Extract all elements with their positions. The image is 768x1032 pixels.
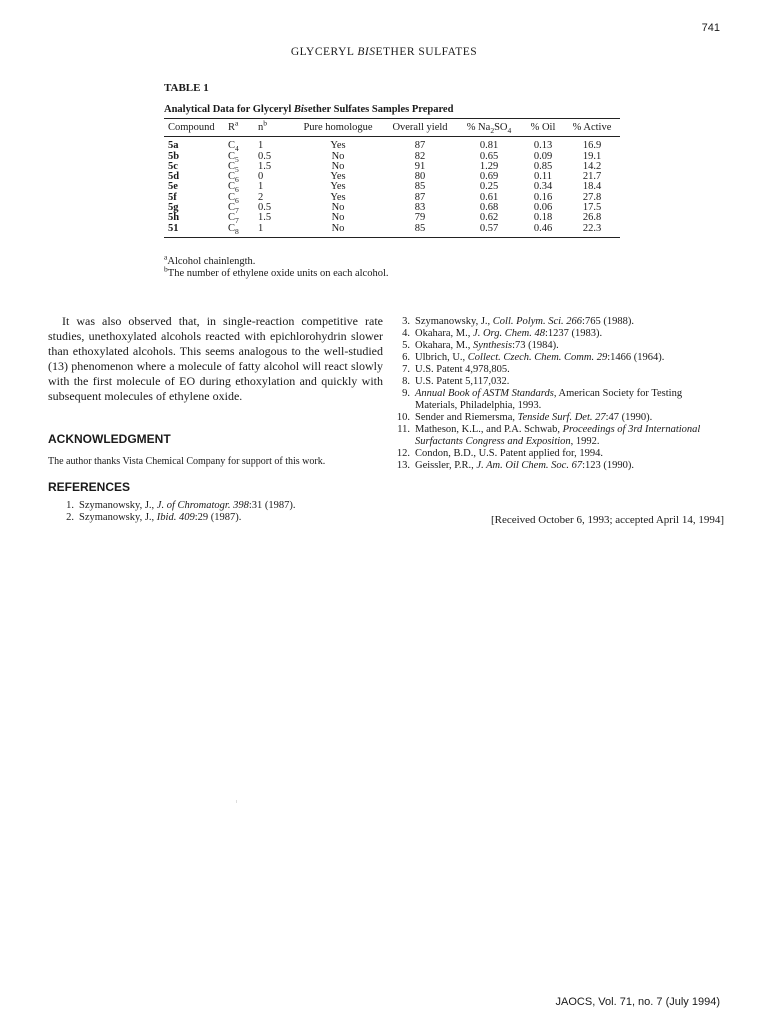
cell-r xyxy=(224,224,254,238)
cell-r-subscript: 8 xyxy=(235,226,239,236)
cell-r-subscript: 6 xyxy=(235,185,239,195)
cell-r-subscript: 4 xyxy=(235,144,239,154)
reference-text-part: Szymanowsky, J., xyxy=(79,512,157,523)
cell-r-base: C xyxy=(228,191,236,203)
reference-text-part: :123 (1990). xyxy=(582,460,635,471)
cell-na2so4: 0.57 xyxy=(456,224,522,238)
reference-text xyxy=(415,448,724,460)
reference-number: 3. xyxy=(402,316,410,327)
reference-number: 5. xyxy=(402,340,410,351)
cell-n: 1 xyxy=(258,181,264,193)
cell-r-subscript: 7 xyxy=(235,216,239,226)
header-na2so4-mid: SO xyxy=(494,122,508,133)
cell-r xyxy=(224,137,254,152)
cell-r-subscript: 5 xyxy=(235,154,239,164)
reference-text xyxy=(415,316,724,328)
footnote-b-text: The number of ethylene oxide units on each alcohol. xyxy=(167,268,389,279)
cell-compound: 51 xyxy=(164,224,224,238)
cell-compound: 5a xyxy=(168,140,179,152)
reference-text-part: U.S. Patent 5,117,032. xyxy=(415,376,510,387)
cell-pure-homologue: No xyxy=(331,202,345,214)
reference-item xyxy=(388,424,724,448)
reference-text-part: :31 (1987). xyxy=(248,500,296,511)
reference-number: 4. xyxy=(402,328,410,339)
cell-active: 22.3 xyxy=(564,224,620,238)
cell-n: 0 xyxy=(258,171,264,183)
reference-citation-italic: Collect. Czech. Chem. Comm. 29 xyxy=(467,352,608,363)
cell-pure-homologue: Yes xyxy=(330,191,346,203)
reference-number: 2. xyxy=(66,512,74,523)
reference-text xyxy=(415,352,724,364)
cell-overall-yield: 79 xyxy=(414,212,426,224)
cell-n: 0.5 xyxy=(258,202,272,214)
reference-text-part: , American Society for Testing Materials, Philadelphia, 1993. xyxy=(415,388,683,411)
table-footnotes xyxy=(164,252,389,280)
cell-active: 18.4 xyxy=(582,181,602,193)
scan-artifact xyxy=(236,800,237,803)
reference-text-part: Matheson, K.L., and P.A. Schwab, xyxy=(415,424,563,435)
cell-overall-yield: 82 xyxy=(414,150,426,162)
header-oil: % Oil xyxy=(522,119,564,137)
cell-n: 1.5 xyxy=(258,160,272,172)
reference-item xyxy=(388,352,724,364)
reference-list-right xyxy=(388,316,724,472)
cell-r-base: C xyxy=(228,150,236,162)
reference-citation-italic: Annual Book of ASTM Standards xyxy=(415,388,554,399)
reference-citation-italic: J. of Chromatogr. 398 xyxy=(156,500,249,511)
cell-active: 27.8 xyxy=(582,191,602,203)
header-compound: Compound xyxy=(164,119,224,137)
cell-n: 1 xyxy=(254,224,292,238)
reference-number: 7. xyxy=(402,364,410,375)
page-number: 741 xyxy=(701,22,720,34)
reference-number: 1. xyxy=(66,500,74,511)
cell-r-base: C xyxy=(228,202,236,214)
reference-text-part: Sender and Riemersma, xyxy=(415,412,518,423)
acknowledgment-heading: ACKNOWLEDGMENT xyxy=(48,432,171,446)
cell-pure-homologue: No xyxy=(331,212,345,224)
header-overall-yield: Overall yield xyxy=(384,119,456,137)
reference-item xyxy=(52,500,382,512)
header-na2so4 xyxy=(456,119,522,137)
reference-item xyxy=(52,512,382,524)
reference-text-part: :1237 (1983). xyxy=(544,328,603,339)
cell-overall-yield: 85 xyxy=(384,224,456,238)
analytical-data-table xyxy=(164,118,620,238)
cell-oil: 0.34 xyxy=(533,181,553,193)
cell-r-subscript: 7 xyxy=(235,206,239,216)
cell-active: 21.7 xyxy=(582,171,602,183)
table-caption: Analytical Data for Glyceryl Bisether Sulfates Samples Prepared xyxy=(164,104,454,115)
reference-text xyxy=(415,424,724,448)
reference-number: 6. xyxy=(402,352,410,363)
reference-text-part: Okahara, M., xyxy=(415,340,474,351)
cell-na2so4: 0.65 xyxy=(479,150,499,162)
cell-r-subscript: 6 xyxy=(235,175,239,185)
reference-text xyxy=(415,412,724,424)
reference-text-part: , 1992. xyxy=(570,436,600,447)
cell-na2so4: 0.25 xyxy=(479,181,499,193)
cell-na2so4: 0.62 xyxy=(479,212,499,224)
reference-number: 10. xyxy=(396,412,410,423)
reference-text xyxy=(79,500,382,512)
header-na2so4-sub1: 2 xyxy=(490,126,495,136)
cell-pure-homologue: Yes xyxy=(330,140,346,152)
cell-na2so4: 0.68 xyxy=(479,202,499,214)
cell-oil: 0.46 xyxy=(522,224,564,238)
cell-r-subscript: 6 xyxy=(235,195,239,205)
reference-citation-italic: Proceedings of 3rd International Surfactants Congress and Exposition xyxy=(415,424,701,447)
header-r-text: R xyxy=(228,122,236,133)
table-label: TABLE 1 xyxy=(164,82,209,94)
reference-citation-italic: J. Org. Chem. 48 xyxy=(473,328,545,339)
header-n-text: n xyxy=(258,122,264,133)
cell-overall-yield: 80 xyxy=(414,171,426,183)
cell-compound: 5h xyxy=(168,212,180,224)
cell-oil: 0.09 xyxy=(533,150,553,162)
cell-active: 19.1 xyxy=(582,150,602,162)
cell-compound: 5c xyxy=(168,160,178,172)
cell-r-base: C xyxy=(228,140,236,152)
reference-text-part: :47 (1990). xyxy=(605,412,653,423)
reference-citation-italic: Ibid. 409 xyxy=(156,512,195,523)
cell-overall-yield: 87 xyxy=(414,191,426,203)
reference-text-part: Szymanowsky, J., xyxy=(415,316,493,327)
cell-active: 17.5 xyxy=(582,202,602,214)
cell-r-base: C xyxy=(228,160,236,172)
table-row xyxy=(164,224,620,238)
reference-text xyxy=(415,340,724,352)
cell-oil: 0.13 xyxy=(533,140,553,152)
cell-compound: 5g xyxy=(168,202,179,214)
header-r-footnote-mark: a xyxy=(235,118,239,128)
reference-text-part: :1466 (1964). xyxy=(607,352,665,363)
reference-item xyxy=(388,412,724,424)
cell-na2so4: 1.29 xyxy=(479,160,499,172)
reference-text xyxy=(415,388,724,412)
cell-r-base: C xyxy=(228,181,236,193)
reference-citation-italic: Synthesis xyxy=(473,340,513,351)
reference-text-part: Ulbrich, U., xyxy=(415,352,468,363)
header-n xyxy=(254,119,292,137)
body-paragraph-text: It was also observed that, in single-reaction competitive rate studies, unethoxylated alcohols reacted with epichlorohydrin slower than ethoxylated alcohols. This seems analogous to the well-studied (13) phenomenon where a molecule of fatty alcohol will react slowly with the first molecule of EO during ethoxylation and quickly with subsequent molecules of ethylene oxide. xyxy=(48,314,383,403)
running-head: GLYCERYL BISETHER SULFATES xyxy=(290,46,478,58)
reference-text-part: Geissler, P.R., xyxy=(415,460,477,471)
cell-compound: 5f xyxy=(168,191,177,203)
cell-pure-homologue: No xyxy=(292,224,384,238)
cell-r-base: C xyxy=(228,212,236,224)
reference-text-part: U.S. Patent 4,978,805. xyxy=(415,364,510,375)
header-na2so4-sub2: 4 xyxy=(507,126,512,136)
cell-oil: 0.06 xyxy=(533,202,553,214)
cell-oil: 0.16 xyxy=(533,191,553,203)
header-n-footnote-mark: b xyxy=(263,118,268,128)
references-heading: REFERENCES xyxy=(48,480,131,494)
cell-r-subscript: 5 xyxy=(235,164,239,174)
cell-r-base: C xyxy=(228,222,236,234)
cell-pure-homologue: Yes xyxy=(330,171,346,183)
header-active: % Active xyxy=(564,119,620,137)
header-r xyxy=(224,119,254,137)
reference-text xyxy=(415,376,724,388)
reference-text-part: Szymanowsky, J., xyxy=(79,500,157,511)
header-pure-homologue: Pure homologue xyxy=(292,119,384,137)
footnote-a-text: Alcohol chainlength. xyxy=(167,256,256,267)
cell-oil: 0.11 xyxy=(534,171,552,183)
reference-text-part: Okahara, M., xyxy=(415,328,474,339)
cell-r-base: C xyxy=(228,171,236,183)
cell-pure-homologue: No xyxy=(331,160,345,172)
table-header-row xyxy=(164,119,620,137)
reference-citation-italic: Coll. Polym. Sci. 266 xyxy=(492,316,583,327)
acknowledgment-text: The author thanks Vista Chemical Company for support of this work. xyxy=(48,456,326,467)
cell-active: 14.2 xyxy=(582,160,602,172)
footnote-a xyxy=(164,252,389,268)
reference-text xyxy=(415,328,724,340)
journal-footer: JAOCS, Vol. 71, no. 7 (July 1994) xyxy=(555,996,720,1008)
cell-overall-yield: 87 xyxy=(414,140,426,152)
reference-number: 8. xyxy=(402,376,410,387)
cell-pure-homologue: No xyxy=(331,150,345,162)
cell-active: 26.8 xyxy=(582,212,602,224)
footnote-b xyxy=(164,264,389,280)
cell-active: 16.9 xyxy=(582,140,602,152)
reference-text-part: :765 (1988). xyxy=(582,316,634,327)
reference-item xyxy=(388,460,724,472)
cell-overall-yield: 85 xyxy=(414,181,426,193)
cell-na2so4: 0.69 xyxy=(479,171,499,183)
cell-overall-yield: 83 xyxy=(414,202,426,214)
cell-compound: 5e xyxy=(168,181,178,193)
cell-n: 0.5 xyxy=(258,150,272,162)
received-accepted-dates: [Received October 6, 1993; accepted April 14, 1994] xyxy=(490,514,724,526)
reference-text-part: :73 (1984). xyxy=(512,340,559,351)
reference-text xyxy=(79,512,382,524)
reference-item xyxy=(388,388,724,412)
cell-oil: 0.85 xyxy=(533,160,553,172)
footnote-a-mark: a xyxy=(164,252,168,262)
reference-item xyxy=(388,340,724,352)
reference-number: 13. xyxy=(396,460,410,471)
reference-number: 11. xyxy=(397,424,410,435)
cell-n: 1 xyxy=(258,140,264,152)
reference-text-part: :29 (1987). xyxy=(194,512,242,523)
cell-oil: 0.18 xyxy=(533,212,553,224)
reference-list-left xyxy=(52,500,382,524)
reference-item xyxy=(388,328,724,340)
reference-citation-italic: Tenside Surf. Det. 27 xyxy=(517,412,606,423)
reference-text-part: Condon, B.D., U.S. Patent applied for, 1994. xyxy=(415,448,603,459)
reference-item xyxy=(388,364,724,376)
reference-item xyxy=(388,316,724,328)
reference-item xyxy=(388,376,724,388)
reference-text xyxy=(415,364,724,376)
header-na2so4-prefix: % Na xyxy=(466,122,491,133)
cell-n: 1.5 xyxy=(258,212,272,224)
body-paragraph xyxy=(48,314,383,404)
cell-compound: 5d xyxy=(168,171,180,183)
cell-compound: 5b xyxy=(168,150,180,162)
cell-na2so4: 0.81 xyxy=(479,140,499,152)
table-row xyxy=(164,137,620,152)
reference-item xyxy=(388,448,724,460)
footnote-b-mark: b xyxy=(164,264,168,274)
cell-na2so4: 0.61 xyxy=(479,191,499,203)
cell-pure-homologue: Yes xyxy=(330,181,346,193)
cell-overall-yield: 91 xyxy=(414,160,426,172)
reference-number: 9. xyxy=(402,388,410,399)
reference-number: 12. xyxy=(396,448,410,459)
reference-citation-italic: J. Am. Oil Chem. Soc. 67 xyxy=(476,460,583,471)
cell-n: 2 xyxy=(258,191,264,203)
reference-text xyxy=(415,460,724,472)
